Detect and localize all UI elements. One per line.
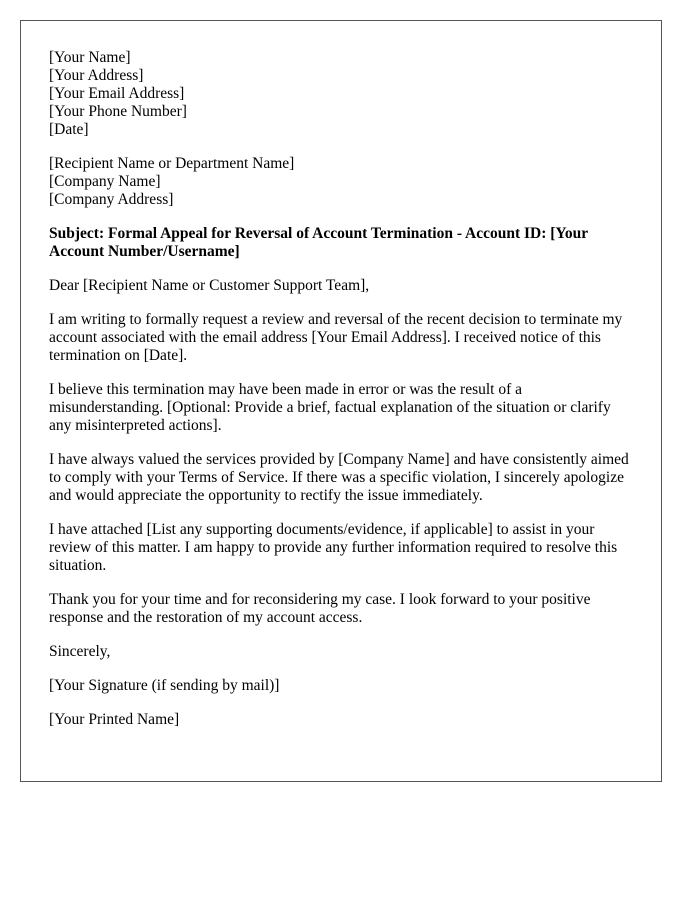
body-paragraph: I am writing to formally request a review and reversal of the recent decision to terminate my account associated with the email address [Your Email Address]. I received notice of this termination on [Date]. [49,311,623,364]
body-paragraph: I have attached [List any supporting documents/evidence, if applicable] to assist in your review of this matter. I am happy to provide any further information required to resolve this situation. [49,521,618,574]
sender-email: [Your Email Address] [49,85,185,102]
recipient-name: [Recipient Name or Department Name] [49,155,295,172]
sender-phone: [Your Phone Number] [49,103,187,120]
sender-block [49,49,633,139]
recipient-address: [Company Address] [49,191,174,208]
printed-name: [Your Printed Name] [49,711,180,728]
salutation: Dear [Recipient Name or Customer Support Team], [49,277,370,294]
body-paragraph: I believe this termination may have been made in error or was the result of a misunderstanding. [Optional: Provide a brief, factual explanation of the situation or clarify any misinterpreted actions]. [49,381,611,434]
body-paragraph: I have always valued the services provided by [Company Name] and have consistently aimed to comply with your Terms of Service. If there was a specific violation, I sincerely apologize and would appreciate the opportunity to rectify the issue immediately. [49,451,629,504]
closing: Sincerely, [49,643,111,660]
recipient-company: [Company Name] [49,173,161,190]
subject-line: Subject: Formal Appeal for Reversal of Account Termination - Account ID: [Your Account Number/Username] [49,225,588,260]
letter-page [20,20,662,782]
recipient-block [49,155,633,209]
sender-name: [Your Name] [49,49,131,66]
sender-address: [Your Address] [49,67,144,84]
sender-date: [Date] [49,121,89,138]
body-paragraph: Thank you for your time and for reconsidering my case. I look forward to your positive response and the restoration of my account access. [49,591,591,626]
signature-line: [Your Signature (if sending by mail)] [49,677,280,694]
